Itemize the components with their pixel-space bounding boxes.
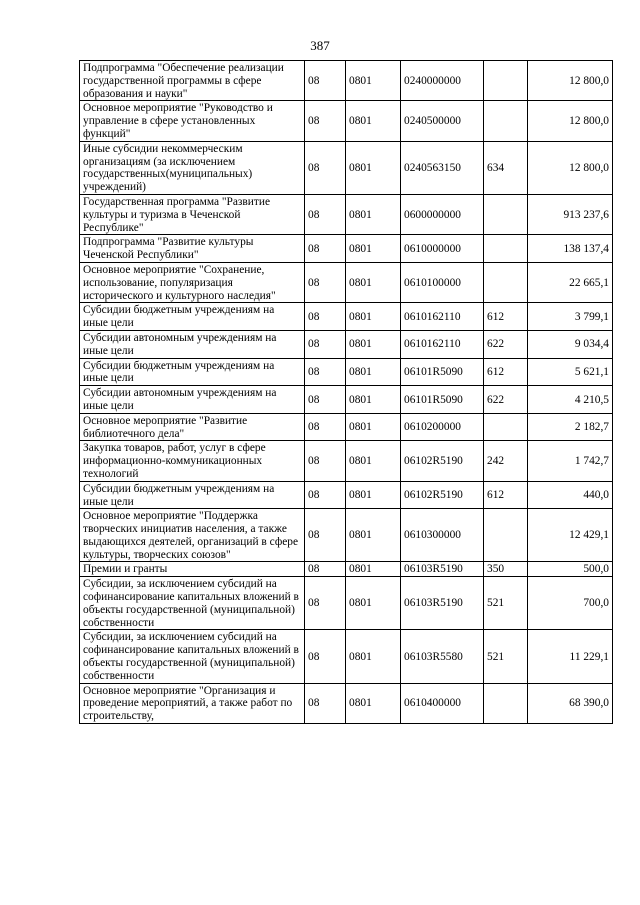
cell-section: 08 [305, 235, 346, 263]
cell-expense-type: 622 [484, 330, 528, 358]
cell-target-code: 0610162110 [401, 330, 484, 358]
cell-subsection: 0801 [346, 441, 401, 481]
cell-section: 08 [305, 61, 346, 101]
cell-target-code: 0610400000 [401, 683, 484, 723]
cell-name: Подпрограмма "Обеспечение реализации государственной программы в сфере образования и науки" [80, 61, 305, 101]
cell-target-code: 0240563150 [401, 141, 484, 194]
cell-subsection: 0801 [346, 577, 401, 630]
cell-subsection: 0801 [346, 509, 401, 562]
cell-name: Закупка товаров, работ, услуг в сфере информационно-коммуникационных технологий [80, 441, 305, 481]
cell-expense-type [484, 413, 528, 441]
cell-subsection: 0801 [346, 235, 401, 263]
table-row [80, 141, 613, 194]
cell-section: 08 [305, 358, 346, 386]
table-row [80, 101, 613, 141]
cell-target-code: 06103R5190 [401, 577, 484, 630]
cell-amount: 12 800,0 [528, 141, 613, 194]
cell-expense-type: 634 [484, 141, 528, 194]
cell-name: Премии и гранты [80, 562, 305, 577]
cell-name: Основное мероприятие "Сохранение, использование, популяризация исторического и культурного наследия" [80, 262, 305, 302]
cell-target-code: 06101R5090 [401, 386, 484, 414]
cell-subsection: 0801 [346, 386, 401, 414]
cell-section: 08 [305, 509, 346, 562]
cell-amount: 12 429,1 [528, 509, 613, 562]
cell-name: Государственная программа "Развитие культуры и туризма в Чеченской Республике" [80, 194, 305, 234]
table-row [80, 413, 613, 441]
cell-target-code: 0610162110 [401, 303, 484, 331]
cell-expense-type [484, 194, 528, 234]
cell-amount: 700,0 [528, 577, 613, 630]
cell-name: Субсидии бюджетным учреждениям на иные цели [80, 303, 305, 331]
table-row [80, 262, 613, 302]
cell-amount: 500,0 [528, 562, 613, 577]
cell-expense-type [484, 683, 528, 723]
cell-expense-type [484, 101, 528, 141]
table-row [80, 509, 613, 562]
cell-name: Субсидии, за исключением субсидий на софинансирование капитальных вложений в объекты государственной (муниципальной) собственности [80, 630, 305, 683]
cell-amount: 2 182,7 [528, 413, 613, 441]
cell-target-code: 06103R5580 [401, 630, 484, 683]
table-row [80, 358, 613, 386]
table-row [80, 562, 613, 577]
table-row [80, 330, 613, 358]
cell-target-code: 06102R5190 [401, 441, 484, 481]
cell-expense-type [484, 509, 528, 562]
cell-expense-type: 612 [484, 303, 528, 331]
table-row [80, 61, 613, 101]
cell-expense-type: 612 [484, 481, 528, 509]
table-row [80, 303, 613, 331]
cell-amount: 5 621,1 [528, 358, 613, 386]
cell-subsection: 0801 [346, 562, 401, 577]
cell-amount: 440,0 [528, 481, 613, 509]
cell-name: Субсидии, за исключением субсидий на софинансирование капитальных вложений в объекты государственной (муниципальной) собственности [80, 577, 305, 630]
cell-expense-type: 612 [484, 358, 528, 386]
table-row [80, 441, 613, 481]
cell-section: 08 [305, 262, 346, 302]
cell-expense-type [484, 61, 528, 101]
cell-section: 08 [305, 630, 346, 683]
cell-target-code: 0240500000 [401, 101, 484, 141]
cell-section: 08 [305, 683, 346, 723]
table-row [80, 683, 613, 723]
table-row [80, 630, 613, 683]
cell-target-code: 06102R5190 [401, 481, 484, 509]
cell-subsection: 0801 [346, 413, 401, 441]
cell-amount: 9 034,4 [528, 330, 613, 358]
table-row [80, 235, 613, 263]
cell-section: 08 [305, 386, 346, 414]
cell-name: Субсидии бюджетным учреждениям на иные цели [80, 358, 305, 386]
cell-amount: 12 800,0 [528, 101, 613, 141]
cell-expense-type [484, 235, 528, 263]
cell-amount: 1 742,7 [528, 441, 613, 481]
cell-expense-type: 622 [484, 386, 528, 414]
cell-name: Основное мероприятие "Организация и проведение мероприятий, а также работ по строительству, [80, 683, 305, 723]
cell-section: 08 [305, 577, 346, 630]
cell-amount: 68 390,0 [528, 683, 613, 723]
cell-name: Основное мероприятие "Поддержка творческих инициатив населения, а также выдающихся деятелей, организаций в сфере культуры, творческих союзов" [80, 509, 305, 562]
cell-name: Основное мероприятие "Руководство и управление в сфере установленных функций" [80, 101, 305, 141]
cell-subsection: 0801 [346, 262, 401, 302]
cell-subsection: 0801 [346, 683, 401, 723]
cell-target-code: 0610100000 [401, 262, 484, 302]
cell-target-code: 0610300000 [401, 509, 484, 562]
cell-amount: 22 665,1 [528, 262, 613, 302]
cell-subsection: 0801 [346, 101, 401, 141]
cell-section: 08 [305, 441, 346, 481]
cell-subsection: 0801 [346, 330, 401, 358]
cell-name: Основное мероприятие "Развитие библиотечного дела" [80, 413, 305, 441]
table-row [80, 194, 613, 234]
cell-target-code: 06101R5090 [401, 358, 484, 386]
cell-amount: 12 800,0 [528, 61, 613, 101]
cell-subsection: 0801 [346, 630, 401, 683]
cell-section: 08 [305, 330, 346, 358]
cell-amount: 11 229,1 [528, 630, 613, 683]
cell-name: Иные субсидии некоммерческим организациям (за исключением государственных(муниципальных) учреждений) [80, 141, 305, 194]
cell-target-code: 0610200000 [401, 413, 484, 441]
cell-expense-type: 521 [484, 577, 528, 630]
cell-expense-type: 350 [484, 562, 528, 577]
cell-amount: 913 237,6 [528, 194, 613, 234]
cell-subsection: 0801 [346, 141, 401, 194]
table-row [80, 577, 613, 630]
cell-subsection: 0801 [346, 194, 401, 234]
table-row [80, 386, 613, 414]
cell-target-code: 06103R5190 [401, 562, 484, 577]
cell-subsection: 0801 [346, 481, 401, 509]
cell-amount: 138 137,4 [528, 235, 613, 263]
cell-section: 08 [305, 562, 346, 577]
cell-amount: 3 799,1 [528, 303, 613, 331]
cell-target-code: 0240000000 [401, 61, 484, 101]
cell-subsection: 0801 [346, 303, 401, 331]
cell-target-code: 0610000000 [401, 235, 484, 263]
table-row [80, 481, 613, 509]
cell-target-code: 0600000000 [401, 194, 484, 234]
cell-subsection: 0801 [346, 358, 401, 386]
cell-name: Субсидии бюджетным учреждениям на иные цели [80, 481, 305, 509]
cell-section: 08 [305, 481, 346, 509]
page-number: 387 [310, 38, 330, 53]
budget-table-body [80, 61, 613, 724]
cell-expense-type: 521 [484, 630, 528, 683]
cell-name: Субсидии автономным учреждениям на иные цели [80, 330, 305, 358]
cell-name: Субсидии автономным учреждениям на иные цели [80, 386, 305, 414]
cell-subsection: 0801 [346, 61, 401, 101]
cell-name: Подпрограмма "Развитие культуры Чеченской Республики" [80, 235, 305, 263]
cell-expense-type [484, 262, 528, 302]
cell-section: 08 [305, 141, 346, 194]
cell-expense-type: 242 [484, 441, 528, 481]
cell-section: 08 [305, 303, 346, 331]
cell-amount: 4 210,5 [528, 386, 613, 414]
cell-section: 08 [305, 101, 346, 141]
cell-section: 08 [305, 413, 346, 441]
cell-section: 08 [305, 194, 346, 234]
budget-table [79, 60, 613, 724]
